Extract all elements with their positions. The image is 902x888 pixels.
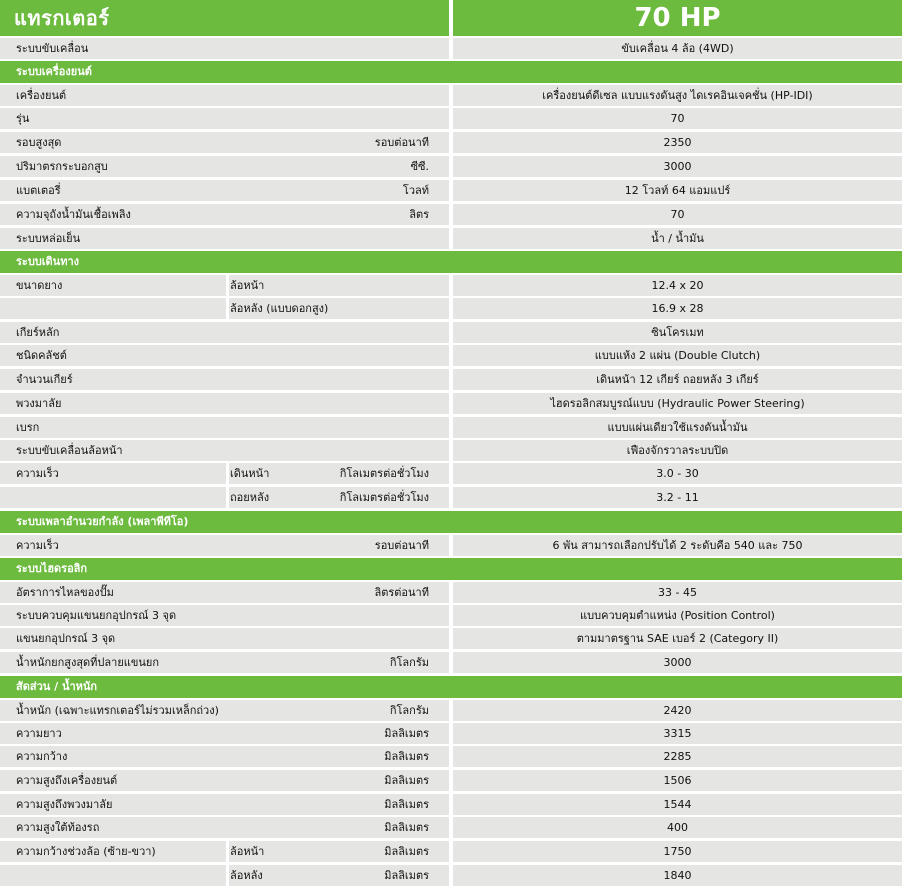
- tires-front-label: ล้อหน้า: [230, 279, 265, 292]
- battery-unit: โวลท์: [402, 184, 429, 197]
- steering-value: ไฮดรอลิกสมบูรณ์แบบ (Hydraulic Power Steering): [453, 393, 902, 414]
- width-label: ความกว้าง: [16, 750, 68, 763]
- track-column-divider: [226, 841, 229, 886]
- drive-label: ระบบขับเคลื่อน: [16, 42, 89, 55]
- speed-label-cell: [0, 463, 449, 484]
- header-model-band: [453, 0, 902, 36]
- engine-model-label-cell: [0, 108, 449, 129]
- length-unit: มิลลิเมตร: [384, 727, 429, 740]
- main-gear-label-cell: [0, 322, 449, 343]
- hitch-control-value: แบบควบคุมตำแหน่ง (Position Control): [453, 605, 902, 626]
- width-label-cell: [0, 746, 449, 767]
- lift-value: 3000: [453, 652, 902, 673]
- clutch-label-cell: [0, 345, 449, 366]
- section-engine-title: ระบบเครื่องยนต์: [16, 65, 92, 78]
- track-rear-label-cell: [0, 865, 449, 886]
- speed-column-divider: [226, 463, 229, 508]
- section-dimensions-title: สัดส่วน / น้ำหนัก: [16, 680, 98, 693]
- tires-rear-label: ล้อหลัง (แบบดอกสูง): [230, 302, 329, 315]
- header-title-band: [0, 0, 449, 36]
- speed-reverse-unit: กิโลเมตรต่อชั่วโมง: [339, 491, 429, 504]
- track-rear-value: 1840: [453, 865, 902, 886]
- section-pto-title: ระบบเพลาอำนวยกำลัง (เพลาพีทีโอ): [16, 515, 189, 528]
- main-gear-value: ซินโครเมท: [453, 322, 902, 343]
- clearance-label: ความสูงใต้ท้องรถ: [16, 821, 100, 834]
- section-engine: [0, 61, 902, 83]
- engine-height-label-cell: [0, 770, 449, 791]
- steering-height-label-cell: [0, 794, 449, 815]
- lift-label: น้ำหนักยกสูงสุดที่ปลายแขนยก: [16, 656, 160, 669]
- tires-label: ขนาดยาง: [16, 279, 63, 292]
- clearance-value: 400: [453, 817, 902, 838]
- fuel-value: 70: [453, 204, 902, 225]
- front-drive-label: ระบบขับเคลื่อนล้อหน้า: [16, 444, 123, 457]
- gears-label: จำนวนเกียร์: [16, 373, 73, 386]
- pto-speed-label: ความเร็ว: [16, 539, 59, 552]
- hitch-label: แขนยกอุปกรณ์ 3 จุด: [16, 632, 116, 645]
- gears-label-cell: [0, 369, 449, 390]
- section-hydraulic-title: ระบบไฮดรอลิก: [16, 562, 88, 575]
- hitch-value: ตามมาตรฐาน SAE เบอร์ 2 (Category II): [453, 628, 902, 649]
- max-rpm-unit: รอบต่อนาที: [374, 136, 429, 149]
- pump-value: 33 - 45: [453, 582, 902, 603]
- track-rear-label: ล้อหลัง: [230, 869, 263, 882]
- pto-speed-label-cell: [0, 535, 449, 556]
- track-label: ความกว้างช่วงล้อ (ซ้าย-ขวา): [16, 845, 156, 858]
- speed-forward-label: เดินหน้า: [230, 467, 270, 480]
- drive-label-cell: [0, 38, 449, 59]
- brake-label-cell: [0, 417, 449, 438]
- tires-rear-value: 16.9 x 28: [453, 298, 902, 319]
- tires-label-cell: [0, 275, 449, 296]
- engine-type-label: เครื่องยนต์: [16, 89, 67, 102]
- engine-height-unit: มิลลิเมตร: [384, 774, 429, 787]
- speed-forward-value: 3.0 - 30: [453, 463, 902, 484]
- tires-column-divider: [226, 275, 229, 319]
- battery-label-cell: [0, 180, 449, 201]
- track-subrow-divider: [229, 863, 449, 865]
- front-drive-label-cell: [0, 440, 449, 461]
- engine-model-label: รุ่น: [16, 112, 30, 125]
- max-rpm-label: รอบสูงสุด: [16, 136, 62, 149]
- weight-unit: กิโลกรัม: [389, 704, 429, 717]
- engine-height-value: 1506: [453, 770, 902, 791]
- fuel-unit: ลิตร: [409, 208, 429, 221]
- track-rear-unit: มิลลิเมตร: [384, 869, 429, 882]
- width-unit: มิลลิเมตร: [384, 750, 429, 763]
- clutch-label: ชนิดคลัชต์: [16, 349, 67, 362]
- weight-label: น้ำหนัก (เฉพาะแทรกเตอร์ไม่รวมเหล็กถ่วง): [16, 704, 219, 717]
- pump-label-cell: [0, 582, 449, 603]
- steering-label-cell: [0, 393, 449, 414]
- hitch-label-cell: [0, 628, 449, 649]
- battery-value: 12 โวลท์ 64 แอมแปร์: [453, 180, 902, 201]
- speed-reverse-label: ถอยหลัง: [230, 491, 270, 504]
- track-front-unit: มิลลิเมตร: [384, 845, 429, 858]
- displacement-label-cell: [0, 156, 449, 177]
- steering-height-value: 1544: [453, 794, 902, 815]
- brake-value: แบบแผ่นเดียวใช้แรงดันน้ำมัน: [453, 417, 902, 438]
- fuel-label: ความจุถังน้ำมันเชื้อเพลิง: [16, 208, 131, 221]
- section-pto: [0, 511, 902, 533]
- pto-speed-value: 6 พัน สามารถเลือกปรับได้ 2 ระดับคือ 540 และ 750: [453, 535, 902, 556]
- max-rpm-value: 2350: [453, 132, 902, 153]
- displacement-unit: ซีซี.: [410, 160, 429, 173]
- tires-rear-label-cell: [0, 298, 449, 319]
- gears-value: เดินหน้า 12 เกียร์ ถอยหลัง 3 เกียร์: [453, 369, 902, 390]
- pump-label: อัตราการไหลของปั๊ม: [16, 586, 114, 599]
- engine-type-label-cell: [0, 85, 449, 106]
- section-drivetrain-title: ระบบเดินทาง: [16, 255, 80, 268]
- pto-speed-unit: รอบต่อนาที: [374, 539, 429, 552]
- track-front-value: 1750: [453, 841, 902, 862]
- steering-label: พวงมาลัย: [16, 397, 62, 410]
- steering-height-unit: มิลลิเมตร: [384, 798, 429, 811]
- cooling-label-cell: [0, 228, 449, 249]
- track-label-cell: [0, 841, 449, 862]
- width-value: 2285: [453, 746, 902, 767]
- cooling-label: ระบบหล่อเย็น: [16, 232, 81, 245]
- main-gear-label: เกียร์หลัก: [16, 326, 60, 339]
- clutch-value: แบบแห้ง 2 แผ่น (Double Clutch): [453, 345, 902, 366]
- section-hydraulic: [0, 558, 902, 580]
- speed-forward-unit: กิโลเมตรต่อชั่วโมง: [339, 467, 429, 480]
- track-front-label: ล้อหน้า: [230, 845, 265, 858]
- tires-subrow-divider: [229, 296, 449, 298]
- length-value: 3315: [453, 723, 902, 744]
- length-label-cell: [0, 723, 449, 744]
- clearance-label-cell: [0, 817, 449, 838]
- speed-subrow-divider: [229, 485, 449, 487]
- speed-label: ความเร็ว: [16, 467, 59, 480]
- hitch-control-label: ระบบควบคุมแขนยกอุปกรณ์ 3 จุด: [16, 609, 177, 622]
- weight-label-cell: [0, 700, 449, 721]
- section-drivetrain: [0, 251, 902, 273]
- speed-reverse-value: 3.2 - 11: [453, 487, 902, 508]
- speed-reverse-label-cell: [0, 487, 449, 508]
- brake-label: เบรก: [16, 421, 40, 434]
- lift-label-cell: [0, 652, 449, 673]
- hitch-control-label-cell: [0, 605, 449, 626]
- displacement-value: 3000: [453, 156, 902, 177]
- weight-value: 2420: [453, 700, 902, 721]
- header-title: แทรกเตอร์: [14, 6, 110, 30]
- engine-height-label: ความสูงถึงเครื่องยนต์: [16, 774, 118, 787]
- model-horsepower: 70 HP: [634, 3, 721, 33]
- drive-value: ขับเคลื่อน 4 ล้อ (4WD): [453, 38, 902, 59]
- pump-unit: ลิตรต่อนาที: [374, 586, 429, 599]
- clearance-unit: มิลลิเมตร: [384, 821, 429, 834]
- length-label: ความยาว: [16, 727, 62, 740]
- lift-unit: กิโลกรัม: [389, 656, 429, 669]
- front-drive-value: เฟืองจักรวาลระบบปิด: [453, 440, 902, 461]
- cooling-value: น้ำ / น้ำมัน: [453, 228, 902, 249]
- section-dimensions: [0, 676, 902, 698]
- battery-label: แบตเตอรี่: [16, 184, 61, 197]
- max-rpm-label-cell: [0, 132, 449, 153]
- steering-height-label: ความสูงถึงพวงมาลัย: [16, 798, 113, 811]
- fuel-label-cell: [0, 204, 449, 225]
- engine-type-value: เครื่องยนต์ดีเซล แบบแรงดันสูง ไดเรคอินเจคชั่น (HP-IDI): [453, 85, 902, 106]
- tires-front-value: 12.4 x 20: [453, 275, 902, 296]
- engine-model-value: 70: [453, 108, 902, 129]
- displacement-label: ปริมาตรกระบอกสูบ: [16, 160, 108, 173]
